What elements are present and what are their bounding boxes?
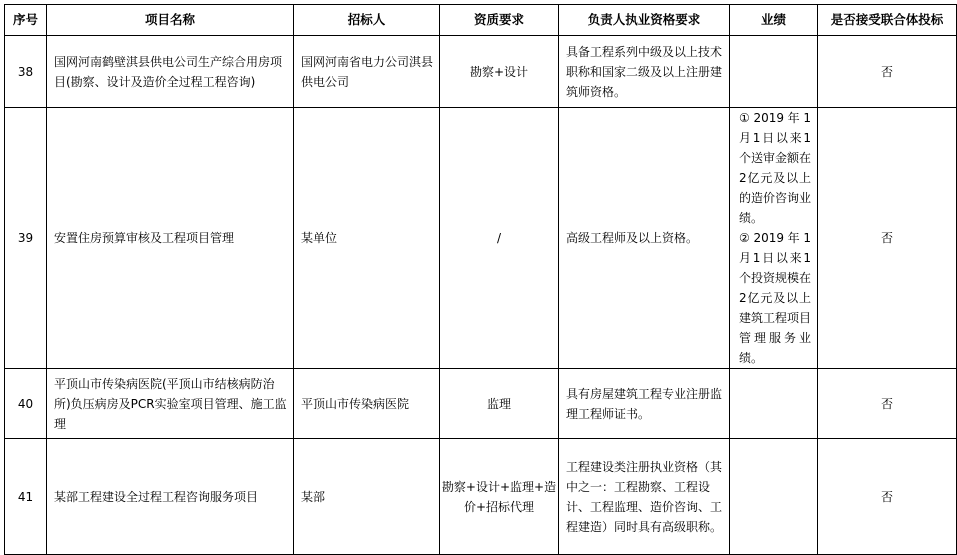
row-tenderer: 国网河南省电力公司淇县供电公司 [294, 36, 440, 108]
table-row [5, 439, 957, 555]
row-no: 38 [5, 36, 47, 108]
row-tenderer: 某部 [294, 439, 440, 555]
row-leader-requirement: 高级工程师及以上资格。 [559, 108, 730, 369]
row-qualification: / [440, 108, 559, 369]
header-project-name: 项目名称 [47, 5, 294, 36]
row-project-name: 国网河南鹤壁淇县供电公司生产综合用房项目(勘察、设计及造价全过程工程咨询) [47, 36, 294, 108]
performance-item: ②2019年1月1日以来1个投资规模在2亿元及以上建筑工程项目管理服务业绩。 [739, 231, 812, 365]
header-no: 序号 [5, 5, 47, 36]
row-leader-requirement: 具有房屋建筑工程专业注册监理工程师证书。 [559, 369, 730, 439]
row-consortium: 否 [818, 369, 957, 439]
row-project-name: 某部工程建设全过程工程咨询服务项目 [47, 439, 294, 555]
row-performance [730, 36, 818, 108]
row-no: 40 [5, 369, 47, 439]
row-qualification: 勘察+设计+监理+造价+招标代理 [440, 439, 559, 555]
header-tenderer: 招标人 [294, 5, 440, 36]
row-project-name: 平顶山市传染病医院(平顶山市结核病防治所)负压病房及PCR实验室项目管理、施工监理 [47, 369, 294, 439]
header-consortium: 是否接受联合体投标 [818, 5, 957, 36]
row-qualification: 监理 [440, 369, 559, 439]
row-performance [730, 369, 818, 439]
row-no: 39 [5, 108, 47, 369]
performance-item: ①2019年1月1日以来1个送审金额在2亿元及以上的造价咨询业绩。 [739, 111, 812, 225]
table-row [5, 369, 957, 439]
row-consortium: 否 [818, 439, 957, 555]
header-qualification: 资质要求 [440, 5, 559, 36]
row-tenderer: 某单位 [294, 108, 440, 369]
row-project-name: 安置住房预算审核及工程项目管理 [47, 108, 294, 369]
row-no: 41 [5, 439, 47, 555]
row-tenderer: 平顶山市传染病医院 [294, 369, 440, 439]
row-consortium: 否 [818, 36, 957, 108]
row-leader-requirement: 工程建设类注册执业资格（其中之一：工程勘察、工程设计、工程监理、造价咨询、工程建造）同时具有高级职称。 [559, 439, 730, 555]
table-row [5, 108, 957, 369]
row-consortium: 否 [818, 108, 957, 369]
table-row [5, 36, 957, 108]
header-row [5, 5, 957, 36]
row-performance [730, 108, 818, 369]
project-table [4, 4, 957, 555]
row-performance [730, 439, 818, 555]
row-leader-requirement: 具备工程系列中级及以上技术职称和国家二级及以上注册建筑师资格。 [559, 36, 730, 108]
header-performance: 业绩 [730, 5, 818, 36]
header-leader-requirement: 负责人执业资格要求 [559, 5, 730, 36]
row-qualification: 勘察+设计 [440, 36, 559, 108]
